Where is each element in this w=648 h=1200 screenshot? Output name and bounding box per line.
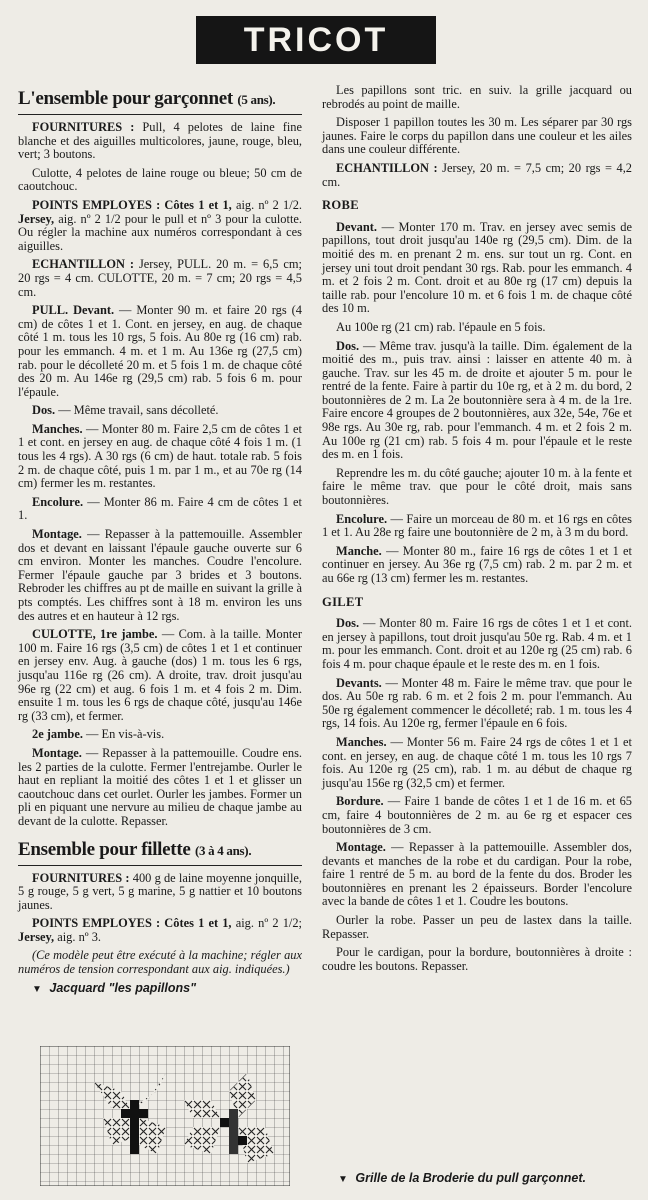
paragraph-robe-encolure: Encolure. — Faire un morceau de 80 m. et 16 rgs en côtes 1 et 1. Au 28e rg faire une boutonnière de 2 m, à 3 m du bord. (322, 511, 632, 540)
paragraph-gilet-bordure: Bordure. — Faire 1 bande de côtes 1 et 1 de 16 m. et 65 cm, faire 4 boutonnières de 2 m. au 6e rg et espacer ces boutonnières de 3 cm. (322, 794, 632, 836)
paragraph-gilet-dos: Dos. — Monter 80 m. Faire 16 rgs de côtes 1 et 1 et cont. en jersey à papillons, tout droit jusqu'au 50e rg. Rab. 4 m. et 1 m. pour les emmanch. Cont. droit et au 120e rg (25 cm) rab. 6 fois 4 m. pour chaque épaule et le reste des m. en 1 fois. (322, 616, 633, 671)
paragraph-pull-devant: PULL. Devant. — Monter 90 m. et faire 20 rgs (4 cm) de côtes 1 et 1. Cont. en jersey, en aug. de chaque côté 1 m. tous les 10 rgs, 5 fois. Au 80e rg (16 cm) rab. pour les emmanch. 4 m. et 1 m. Au 136e rg (27,5 cm) rab. pour le décolleté 20 m. et 5 fois 1 m. de chaque côté des 20 m. Au 146e rg (29,5 cm) rab. 5 fois 6 m. pour l'épaule. (18, 303, 302, 399)
broderie-caption (338, 1171, 638, 1185)
paragraph-papillons-1: Les papillons sont tric. en suiv. la grille jacquard ou rebrodés au point de maille. (322, 83, 632, 111)
paragraph-robe-manche: Manche. — Monter 80 m., faire 16 rgs de côtes 1 et 1 et continuer en jersey. Au 36e rg (7,5 cm) rab. 2 m. par 2 m. et au 66e rg (13 cm) fermer les m. restantes. (322, 543, 632, 585)
paragraph-points-fillette: POINTS EMPLOYES : Côtes 1 et 1, aig. nº 2 1/2; Jersey, aig. nº 3. (18, 916, 302, 944)
section-title-text: L'ensemble pour garçonnet (18, 88, 233, 109)
section-title-garconnet (18, 88, 302, 115)
paragraph-culotte: Culotte, 4 pelotes de laine rouge ou bleue; 50 cm de caoutchouc. (18, 165, 302, 194)
broderie-caption-text: Grille de la Broderie du pull garçonnet. (355, 1171, 586, 1185)
paragraph-fournitures-fillette: FOURNITURES : 400 g de laine moyenne jonquille, 5 g rouge, 5 g vert, 5 g marine, 5 g nattier et 10 boutons jaunes. (18, 870, 302, 912)
paragraph-papillons-2: Disposer 1 papillon toutes les 30 m. Les séparer par 30 rgs jaunes. Faire le corps du papillon dans une couleur et les ailes dans une couleur différente. (322, 115, 632, 157)
jacquard-grid-svg (40, 1046, 290, 1186)
paragraph-gilet-montage-2: Ourler la robe. Passer un peu de lastex dans la taille. Repasser. (322, 913, 632, 941)
paragraph-gilet-devants: Devants. — Monter 48 m. Faire le même trav. que pour le dos. Au 50e rg rab. 6 m. et 2 fois 2 m. pour l'emmanch. Au 50e rg également commencer le décolleté; rab. 1 m. tous les 4 rgs, 14 fois. Au 120e rg, fermer l'épaule en 6 fois. (322, 675, 632, 731)
paragraph-dos: Dos. — Même travail, sans décolleté. (32, 403, 219, 418)
paragraph-montage-culotte: Montage. — Repasser à la pattemouille. Coudre ens. les 2 parties de la culotte. Fermer l'entrejambe. Ourler le haut en repliant la moitié des côtes 1 et 1 et glisser un caoutchouc dans cet ourlet. Ourler les jambes. Former un pli en piquant une nervure au milieu de chaque jambe au devant de la culotte. Repasser. (18, 745, 302, 828)
jacquard-grid (40, 1046, 290, 1186)
paragraph-gilet-montage-3: Pour le cardigan, pour la bordure, boutonnières à droite : coudre les boutons. Repasser. (322, 945, 632, 973)
paragraph-note: (Ce modèle peut être exécuté à la machine; régler aux numéros de tension correspondant aux aig. indiquées.) (18, 948, 302, 977)
paragraph-jambe2: 2e jambe. — En vis-à-vis. (32, 727, 165, 742)
right-column (322, 84, 632, 978)
section-title-fillette (18, 839, 302, 866)
section-age: (5 ans). (237, 92, 276, 107)
paragraph-gilet-montage: Montage. — Repasser à la pattemouille. Assembler dos, devants et manches de la robe et du cardigan. Pour la robe, faire 1 rentré de 5 m. au bord de la fente du dos. Broder les boutonnières en prenant les 2 épaisseurs. Border l'encolure avec la bande de côtes 1 et 1. Coudre les boutons. (322, 840, 632, 909)
page-title: TRICOT (243, 20, 389, 59)
paragraph-encolure: Encolure. — Monter 86 m. Faire 4 cm de côtes 1 et 1. (18, 494, 302, 523)
paragraph-echantillon-fillette: ECHANTILLON : Jersey, 20 m. = 7,5 cm; 20 rgs = 4,2 cm. (322, 160, 633, 189)
paragraph-robe-devant-2: Au 100e rg (21 cm) rab. l'épaule en 5 fois. (336, 319, 546, 334)
paragraph-fournitures: FOURNITURES : Pull, 4 pelotes de laine fine blanche et des aiguilles multicolores, jaune, rouge, bleu, vert; 3 boutons. (18, 120, 302, 162)
paragraph-robe-dos-2: Reprendre les m. du côté gauche; ajouter 10 m. à la fente et faire le même trav. que pour le côté droit, mais sans boutonnières. (322, 465, 632, 508)
down-triangle-icon: ▼ (338, 1174, 348, 1185)
section-title-text: Ensemble pour fillette (18, 838, 191, 860)
page-title-banner (196, 16, 436, 64)
paragraph-points: POINTS EMPLOYES : Côtes 1 et 1, aig. nº 2 1/2. Jersey, aig. nº 2 1/2 pour le pull et nº 3 pour la culotte. Ou régler la machine aux numéros correspondant à ces aiguilles. (18, 197, 302, 253)
paragraph-culotte-jambe: CULOTTE, 1re jambe. — Com. à la taille. Monter 100 m. Faire 16 rgs (3,5 cm) de côtes 1 et 1 et continuer en jersey env. Aug. à gauche (dos) 1 m. tous les 6 rgs, jusqu'au 116e rg (26 cm). A droite, trav. droit jusqu'au 96e rg (22 cm) et aug. 6 fois 1 m. et 4 fois 2 m. Dim. ensuite 1 m. tous les 6 rgs de chaque côté, jusqu'au 146e rg (33 cm), et fermer. (18, 627, 302, 723)
down-triangle-icon: ▼ (32, 983, 42, 995)
gilet-title: GILET (322, 594, 364, 609)
left-column (18, 88, 302, 1001)
paragraph-robe-dos: Dos. — Même trav. jusqu'à la taille. Dim. également de la moitié des m., puis trav. ainsi : laisser en attente 40 m. à gauche. Trav. sur les 45 m. de droite et ajouter 5 m. pour le rentré de la fente. Faire à partir du 10e rg, et à 2 m. du bord, 2 boutonnières de 2 m. La 2e boutonnière sera à 4 m. de la 1re. Faire encore 4 groupes de 2 boutonnières, aux 32e, 54e, 76e et 98e rgs. Au 30e rg, rab. pour l'emmanch. 4 m. et 2 fois 2 m. Au 100e rg (21 cm) rab. 5 fois 4 m. pour l'épaule et le reste des m. en 1 fois. (322, 338, 633, 462)
paragraph-echantillon: ECHANTILLON : Jersey, PULL. 20 m. = 6,5 cm; 20 rgs = 4 cm. CULOTTE, 20 m. = 7 cm; 20 rgs = 4,5 cm. (18, 257, 302, 299)
paragraph-manches: Manches. — Monter 80 m. Faire 2,5 cm de côtes 1 et 1 et cont. en jersey en aug. de chaque côté 4 fois 1 m. (1 tous les 4 rgs). A 30 rgs (6 cm) de haut. totale rab. 5 fois 2 m. de chaque côté, puis 1 m. par 1 m., et au 70e rg (14 cm) fermer les m. restantes. (18, 421, 302, 491)
jacquard-caption (18, 982, 302, 997)
jacquard-caption-text: Jacquard "les papillons" (49, 980, 197, 995)
robe-title: ROBE (322, 198, 359, 213)
paragraph-gilet-manches: Manches. — Monter 56 m. Faire 24 rgs de côtes 1 et 1 et cont. en jersey, en aug. de chaque côté 1 m. tous les 10 rgs 7 fois. Au 120e rg (25 cm), rab. 1 m. au début de chaque rg jusqu'au 156e rg (32,5 cm) et fermer. (322, 734, 632, 790)
paragraph-montage: Montage. — Repasser à la pattemouille. Assembler dos et devant en laissant l'épaule gauche ouverte sur 6 cm environ. Monter les manches. Coudre l'encolure. Fermer l'épaule gauche par 3 brides et 3 boutons. Rebroder les chiffres au pt de maille en suivant la grille à pts comptés. Les chiffres sont à 18 m. environ les uns des autres et en hauteur à 12 rgs. (18, 527, 302, 623)
paragraph-robe-devant: Devant. — Monter 170 m. Trav. en jersey avec semis de papillons, tout droit jusqu'au 140e rg (29,5 cm). Dim. de la moitié des m. en prenant 2 m. ens. sur tout un rg. Cont. en jersey uni tout droit pendant 30 rgs. Rab. pour les emmanch. 4 m. et 2 fois 2 m. Cont. droit et au 80e rg (17 cm) depuis la taille rab. pour l'encolure 10 m. et 6 fois 1 m. de chaque côté des 10 m. (322, 219, 632, 316)
section-age: (3 à 4 ans). (194, 842, 252, 858)
